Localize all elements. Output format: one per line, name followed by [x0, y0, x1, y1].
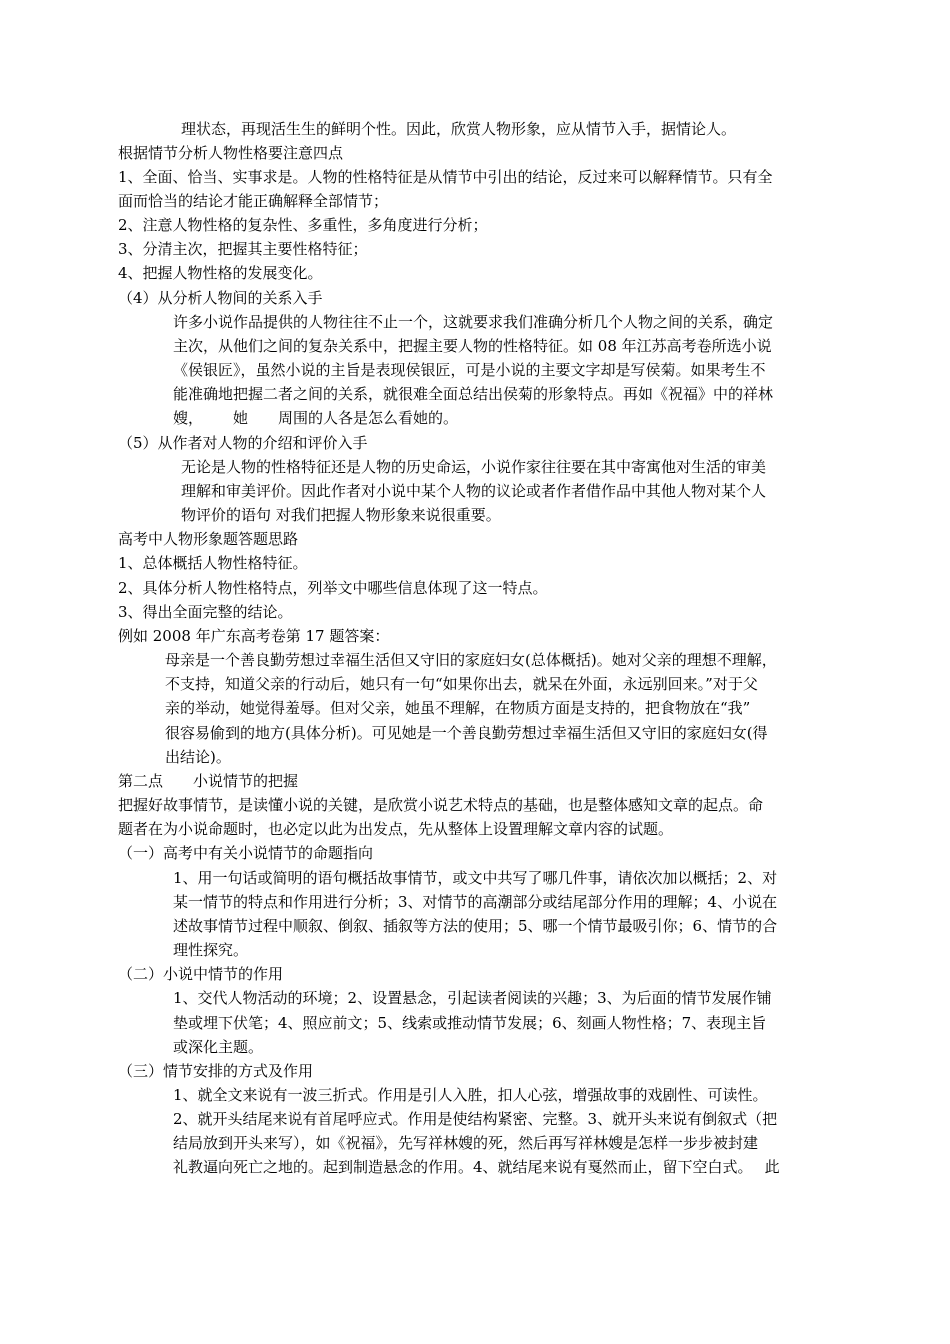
text-fragment: 她 [233, 409, 249, 427]
text-line: 例如 2008 年广东高考卷第 17 题答案： [118, 627, 390, 645]
section-heading: （4）从分析人物间的关系入手 [118, 289, 323, 307]
text-line: 1、就全文来说有一波三折式。作用是引人入胜，扣人心弦，增强故事的戏剧性、可读性。 [173, 1086, 768, 1104]
text-line: 理性探究。 [173, 941, 249, 959]
text-line: 某一情节的特点和作用进行分析；3、对情节的高潮部分或结尾部分作用的理解；4、小说在 [173, 893, 778, 911]
text-line: 母亲是一个善良勤劳想过幸福生活但又守旧的家庭妇女(总体概括)。她对父亲的理想不理解， [165, 651, 777, 669]
section-heading: （二）小说中情节的作用 [118, 965, 284, 983]
text-line: 3、得出全面完整的结论。 [118, 603, 293, 621]
section-heading: 高考中人物形象题答题思路 [118, 530, 299, 548]
text-fragment: 第二点 [118, 772, 164, 790]
text-line: 4、把握人物性格的发展变化。 [118, 264, 323, 282]
section-heading: （三）情节安排的方式及作用 [118, 1062, 314, 1080]
text-line: 亲的举动，她觉得羞辱。但对父亲，她虽不理解，在物质方面是支持的，把食物放在“我” [165, 699, 751, 717]
text-line: 垫或埋下伏笔；4、照应前文；5、线索或推动情节发展；6、刻画人物性格；7、表现主旨 [173, 1014, 767, 1032]
text-fragment: 嫂， [173, 409, 204, 427]
section-heading [118, 770, 298, 792]
text-line: 主次，从他们之间的复杂关系中，把握主要人物的性格特征。如 08 年江苏高考卷所选小说 [173, 337, 772, 355]
text-line: 《侯银匠》，虽然小说的主旨是表现侯银匠，可是小说的主要文字却是写侯菊。如果考生不 [173, 361, 766, 379]
text-line: 结局放到开头来写），如《祝福》，先写祥林嫂的死，然后再写祥林嫂是怎样一步步被封建 [173, 1134, 759, 1152]
text-line: 物评价的语句 对我们把握人物形象来说很重要。 [181, 506, 501, 524]
text-line: 许多小说作品提供的人物往往不止一个，这就要求我们准确分析几个人物之间的关系，确定 [173, 313, 774, 331]
section-heading: 根据情节分析人物性格要注意四点 [118, 144, 344, 162]
text-line: 或深化主题。 [173, 1038, 264, 1056]
text-line: 述故事情节过程中顺叙、倒叙、插叙等方法的使用；5、哪一个情节最吸引你；6、情节的合 [173, 917, 778, 935]
text-fragment: 小说情节的把握 [193, 772, 299, 790]
text-line: 能准确地把握二者之间的关系，就很难全面总结出侯菊的形象特点。再如《祝福》中的祥林 [173, 385, 774, 403]
text-line: 理状态，再现活生生的鲜明个性。因此，欣赏人物形象，应从情节入手，据情论人。 [181, 120, 737, 138]
text-line: 3、分清主次，把握其主要性格特征； [118, 240, 368, 258]
text-fragment: 礼教逼向死亡之地的。起到制造悬念的作用。4、就结尾来说有戛然而止，留下空白式。 [173, 1158, 753, 1176]
text-line: 理解和审美评价。因此作者对小说中某个人物的议论或者作者借作品中其他人物对某个人 [181, 482, 767, 500]
text-line: 题者在为小说命题时，也必定以此为出发点，先从整体上设置理解文章内容的试题。 [118, 820, 674, 838]
text-line: 1、全面、恰当、实事求是。人物的性格特征是从情节中引出的结论，反过来可以解释情节。只有全 [118, 168, 773, 186]
text-line [173, 407, 458, 429]
text-line [173, 1156, 780, 1178]
text-line: 2、具体分析人物性格特点，列举文中哪些信息体现了这一特点。 [118, 579, 548, 597]
text-line: 1、总体概括人物性格特征。 [118, 554, 308, 572]
text-line: 把握好故事情节，是读懂小说的关键，是欣赏小说艺术特点的基础，也是整体感知文章的起点。命 [118, 796, 764, 814]
text-line: 面而恰当的结论才能正确解释全部情节； [118, 192, 389, 210]
text-line: 2、就开头结尾来说有首尾呼应式。作用是使结构紧密、完整。3、就开头来说有倒叙式（把 [173, 1110, 778, 1128]
text-line: 1、用一句话或简明的语句概括故事情节，或文中共写了哪几件事，请依次加以概括；2、对 [173, 869, 778, 887]
text-line: 1、交代人物活动的环境；2、设置悬念，引起读者阅读的兴趣；3、为后面的情节发展作铺 [173, 989, 772, 1007]
text-line: 很容易偷到的地方(具体分析)。可见她是一个善良勤劳想过幸福生活但又守旧的家庭妇女(得 [165, 724, 768, 742]
text-fragment: 此 [764, 1158, 780, 1176]
section-heading: （5）从作者对人物的介绍和评价入手 [118, 434, 368, 452]
text-fragment: 周围的人各是怎么看她的。 [278, 409, 459, 427]
text-line: 不支持，知道父亲的行动后，她只有一句“如果你出去，就呆在外面，永远别回来。”对于父 [165, 675, 758, 693]
section-heading: （一）高考中有关小说情节的命题指向 [118, 844, 374, 862]
text-line: 2、注意人物性格的复杂性、多重性，多角度进行分析； [118, 216, 488, 234]
text-line: 出结论)。 [165, 748, 231, 766]
text-line: 无论是人物的性格特征还是人物的历史命运，小说作家往往要在其中寄寓他对生活的审美 [181, 458, 767, 476]
